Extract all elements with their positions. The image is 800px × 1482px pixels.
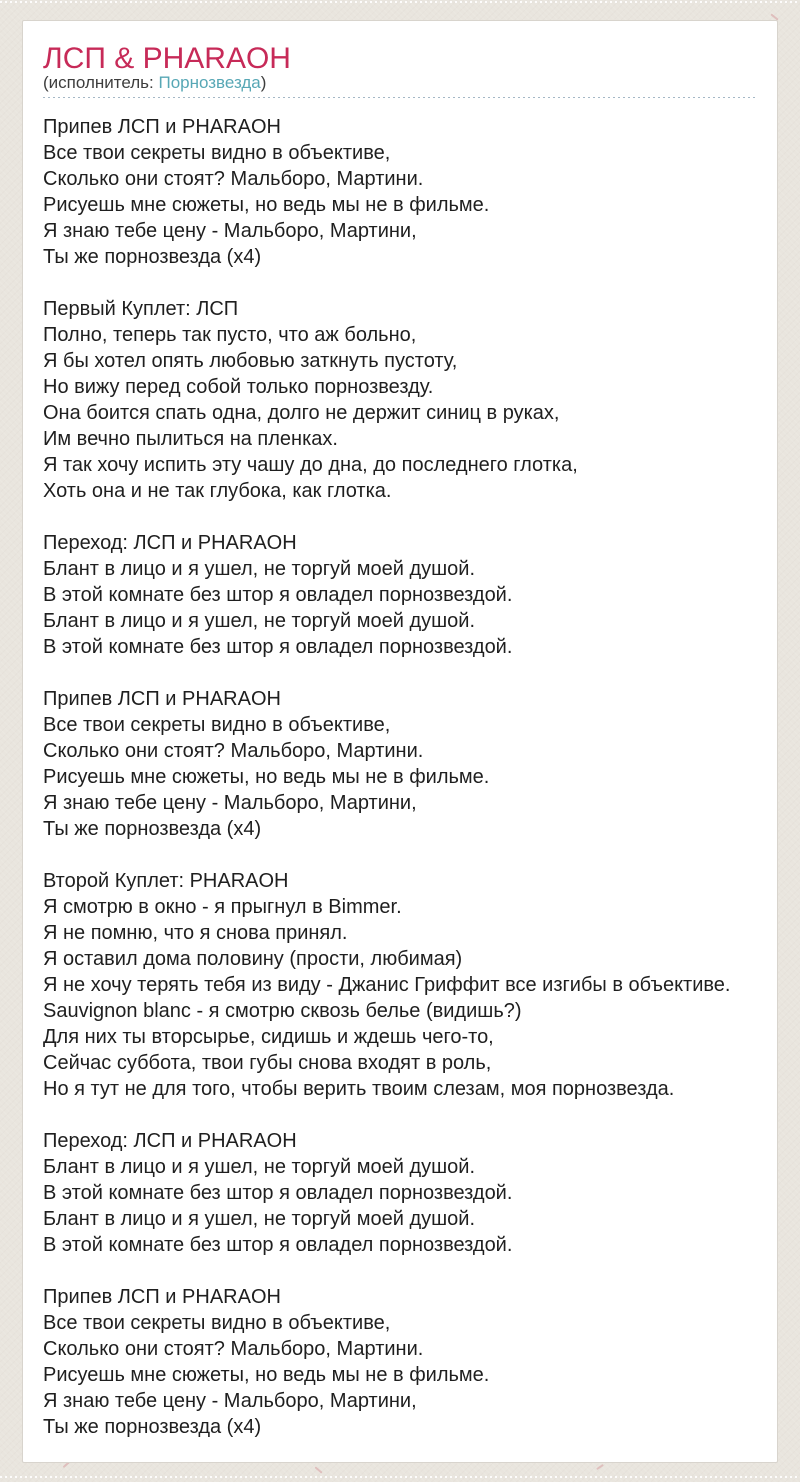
stanza-bridge: Переход: ЛСП и PHARAOH Блант в лицо и я ушел, не торгуй моей душой. В этой комнате без штор я овладел порнозвездой. Блант в лицо и я ушел, не торгуй моей душой. В этой комнате без штор я овладел порнозвездой.	[43, 532, 513, 658]
texture-seam-bottom	[0, 1476, 800, 1478]
lyrics	[43, 114, 757, 1440]
stanza-chorus: Припев ЛСП и PHARAOH Все твои секреты видно в объективе, Сколько они стоят? Мальборо, Мартини. Рисуешь мне сюжеты, но ведь мы не в фильме. Я знаю тебе цену - Мальборо, Мартини, Ты же порнозвезда (х4)	[43, 688, 490, 840]
stanza-chorus: Припев ЛСП и PHARAOH Все твои секреты видно в объективе, Сколько они стоят? Мальборо, Мартини. Рисуешь мне сюжеты, но ведь мы не в фильме. Я знаю тебе цену - Мальборо, Мартини, Ты же порнозвезда (х4)	[43, 116, 490, 268]
artist-line	[43, 73, 757, 93]
song-header	[43, 42, 757, 98]
stanza-chorus: Припев ЛСП и PHARAOH Все твои секреты видно в объективе, Сколько они стоят? Мальборо, Мартини. Рисуешь мне сюжеты, но ведь мы не в фильме. Я знаю тебе цену - Мальборо, Мартини, Ты же порнозвезда (х4)	[43, 1286, 490, 1438]
artist-label-suffix: )	[260, 73, 267, 92]
artist-label-prefix: (исполнитель:	[43, 73, 159, 92]
stanza-bridge: Переход: ЛСП и PHARAOH Блант в лицо и я ушел, не торгуй моей душой. В этой комнате без штор я овладел порнозвездой. Блант в лицо и я ушел, не торгуй моей душой. В этой комнате без штор я овладел порнозвездой.	[43, 1130, 513, 1256]
header-divider	[43, 96, 757, 98]
artist-link[interactable]: Порнозвезда	[158, 73, 261, 92]
page-title: ЛСП & PHARAOH	[43, 42, 291, 75]
stanza-verse-1: Первый Куплет: ЛСП Полно, теперь так пусто, что аж больно, Я бы хотел опять любовью заткнуть пустоту, Но вижу перед собой только порнозвезду. Она боится спать одна, долго не держит синиц в руках, Им вечно пылиться на пленках. Я так хочу испить эту чашу до дна, до последнего глотка, Хоть она и не так глубока, как глотка.	[43, 298, 578, 502]
stanza-verse-2: Второй Куплет: PHARAOH Я смотрю в окно - я прыгнул в Bimmer. Я не помню, что я снова принял. Я оставил дома половину (прости, любимая) Я не хочу терять тебя из виду - Джанис Гриффит все изгибы в объективе. Sauvignon blanc - я смотрю сквозь белье (видишь?) Для них ты вторсырье, сидишь и ждешь чего-то, Сейчас суббота, твои губы снова входят в роль, Но я тут не для того, чтобы верить твоим слезам, моя порнозвезда.	[43, 870, 731, 1100]
texture-fiber	[314, 1466, 322, 1473]
texture-fiber	[596, 1464, 604, 1470]
lyrics-card	[22, 20, 778, 1463]
texture-seam-top	[0, 1, 800, 3]
